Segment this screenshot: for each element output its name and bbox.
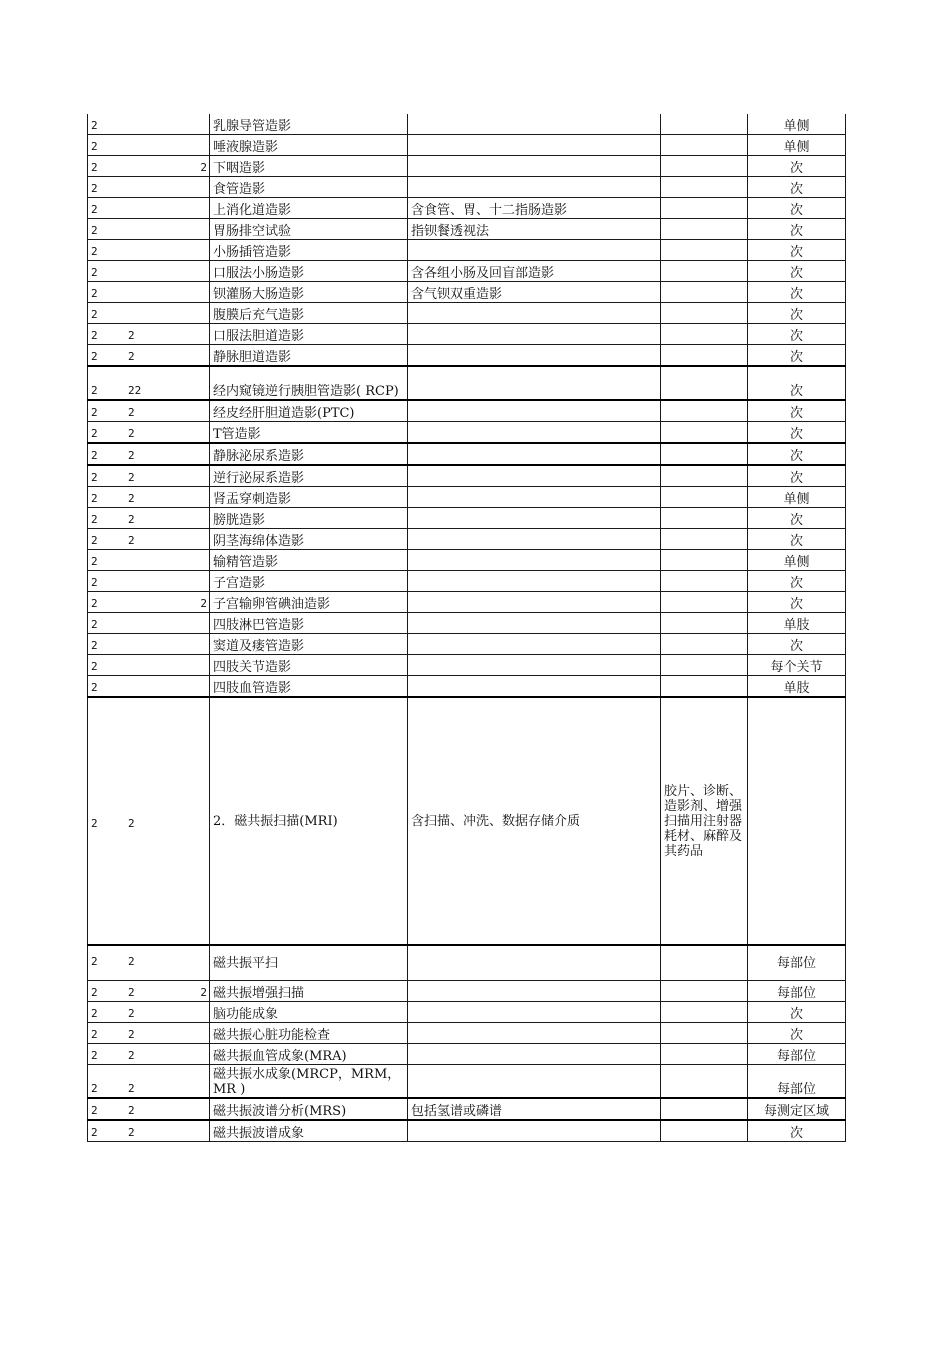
exclusions-cell — [661, 156, 748, 177]
code-level-1: 2 — [91, 308, 98, 321]
code-cell — [88, 1044, 210, 1065]
item-content-cell — [408, 156, 661, 177]
item-content-cell — [408, 303, 661, 324]
table-row — [88, 443, 846, 465]
unit-cell: 每部位 — [748, 1044, 846, 1065]
exclusions-cell — [661, 571, 748, 592]
item-name-cell: 上消化道造影 — [210, 198, 408, 219]
code-level-2: 2 — [128, 1082, 135, 1095]
code-level-1: 2 — [91, 1028, 98, 1041]
code-cell — [88, 571, 210, 592]
table-body — [88, 114, 846, 1142]
code-cell — [88, 508, 210, 529]
unit-cell: 次 — [748, 529, 846, 550]
code-level-2: 2 — [128, 817, 135, 830]
item-content-cell — [408, 592, 661, 613]
code-level-1: 2 — [91, 245, 98, 258]
unit-cell: 次 — [748, 571, 846, 592]
table-row — [88, 1044, 846, 1065]
code-level-3: 2 — [200, 161, 207, 174]
code-level-1: 2 — [91, 406, 98, 419]
item-name-cell: 乳腺导管造影 — [210, 114, 408, 135]
code-cell — [88, 1065, 210, 1099]
code-cell — [88, 613, 210, 634]
item-content-cell — [408, 135, 661, 156]
code-level-2: 2 — [128, 406, 135, 419]
item-content-cell — [408, 1023, 661, 1044]
item-content-cell: 包括氢谱或磷谱 — [408, 1098, 661, 1120]
item-content-cell — [408, 443, 661, 465]
code-level-1: 2 — [91, 329, 98, 342]
item-name-cell: T管造影 — [210, 422, 408, 444]
unit-cell: 次 — [748, 443, 846, 465]
code-level-2: 2 — [128, 427, 135, 440]
exclusions-cell — [661, 219, 748, 240]
code-level-1: 2 — [91, 1126, 98, 1139]
item-name-cell: 静脉泌尿系造影 — [210, 443, 408, 465]
item-content-cell: 指钡餐透视法 — [408, 219, 661, 240]
item-content-cell — [408, 676, 661, 698]
table-row — [88, 508, 846, 529]
item-content-cell: 含气钡双重造影 — [408, 282, 661, 303]
item-content-cell — [408, 240, 661, 261]
item-content-cell — [408, 945, 661, 981]
table-row — [88, 1098, 846, 1120]
table-row — [88, 1065, 846, 1099]
code-cell — [88, 676, 210, 698]
table-row — [88, 1002, 846, 1023]
code-cell — [88, 529, 210, 550]
code-cell — [88, 156, 210, 177]
item-name-cell: 输精管造影 — [210, 550, 408, 571]
code-cell — [88, 981, 210, 1002]
item-content-cell — [408, 550, 661, 571]
code-level-1: 2 — [91, 1049, 98, 1062]
table-row — [88, 303, 846, 324]
code-level-1: 2 — [91, 384, 98, 397]
unit-cell: 次 — [748, 1002, 846, 1023]
item-name-cell: 磁共振波谱成象 — [210, 1120, 408, 1142]
unit-cell: 次 — [748, 198, 846, 219]
table-row — [88, 613, 846, 634]
item-content-cell: 含各组小肠及回盲部造影 — [408, 261, 661, 282]
table-row — [88, 571, 846, 592]
table-row — [88, 655, 846, 676]
table-row — [88, 487, 846, 508]
item-content-cell — [408, 981, 661, 1002]
item-name-cell: 钡灌肠大肠造影 — [210, 282, 408, 303]
unit-cell: 次 — [748, 1120, 846, 1142]
table-row — [88, 676, 846, 698]
table-row — [88, 135, 846, 156]
code-level-3: 2 — [200, 597, 207, 610]
item-name-cell: 四肢淋巴管造影 — [210, 613, 408, 634]
code-level-1: 2 — [91, 224, 98, 237]
table-row — [88, 981, 846, 1002]
item-content-cell — [408, 634, 661, 655]
code-level-1: 2 — [91, 350, 98, 363]
code-level-2: 2 — [128, 534, 135, 547]
table-row — [88, 114, 846, 135]
table-row — [88, 240, 846, 261]
unit-cell: 每部位 — [748, 945, 846, 981]
code-level-2: 22 — [128, 384, 142, 397]
exclusions-cell — [661, 465, 748, 487]
code-cell — [88, 465, 210, 487]
exclusions-cell — [661, 240, 748, 261]
exclusions-cell — [661, 400, 748, 422]
item-content-cell — [408, 1002, 661, 1023]
unit-cell: 单侧 — [748, 114, 846, 135]
table-row — [88, 219, 846, 240]
code-cell — [88, 219, 210, 240]
table-row — [88, 177, 846, 198]
table-row — [88, 400, 846, 422]
item-name-cell: 唾液腺造影 — [210, 135, 408, 156]
unit-cell: 次 — [748, 1023, 846, 1044]
exclusions-cell — [661, 1065, 748, 1099]
table-row — [88, 1023, 846, 1044]
exclusions-cell — [661, 529, 748, 550]
unit-cell: 单肢 — [748, 613, 846, 634]
unit-cell: 每部位 — [748, 1065, 846, 1099]
exclusions-cell — [661, 324, 748, 345]
code-level-1: 2 — [91, 1007, 98, 1020]
code-level-1: 2 — [91, 119, 98, 132]
item-content-cell — [408, 177, 661, 198]
exclusions-cell — [661, 282, 748, 303]
exclusions-cell — [661, 676, 748, 698]
code-cell — [88, 366, 210, 400]
item-name-cell: 胃肠排空试验 — [210, 219, 408, 240]
table-row — [88, 261, 846, 282]
code-level-2: 2 — [128, 1007, 135, 1020]
code-level-1: 2 — [91, 576, 98, 589]
item-content-cell — [408, 613, 661, 634]
code-level-2: 2 — [128, 329, 135, 342]
exclusions-cell — [661, 261, 748, 282]
item-name-cell: 子宫输卵管碘油造影 — [210, 592, 408, 613]
item-name-cell: 磁共振波谱分析(MRS) — [210, 1098, 408, 1120]
code-cell — [88, 400, 210, 422]
code-level-1: 2 — [91, 618, 98, 631]
code-cell — [88, 240, 210, 261]
code-level-1: 2 — [91, 1104, 98, 1117]
code-cell — [88, 177, 210, 198]
exclusions-cell — [661, 135, 748, 156]
exclusions-cell — [661, 422, 748, 444]
exclusions-cell — [661, 1098, 748, 1120]
unit-cell: 次 — [748, 156, 846, 177]
item-name-cell: 磁共振增强扫描 — [210, 981, 408, 1002]
table-row — [88, 697, 846, 945]
table-row — [88, 345, 846, 367]
code-cell — [88, 345, 210, 367]
item-content-cell: 含食管、胃、十二指肠造影 — [408, 198, 661, 219]
table-row — [88, 422, 846, 444]
item-content-cell — [408, 1065, 661, 1099]
table-row — [88, 634, 846, 655]
item-content-cell — [408, 655, 661, 676]
code-cell — [88, 655, 210, 676]
code-level-1: 2 — [91, 427, 98, 440]
code-cell — [88, 634, 210, 655]
item-name-cell: 小肠插管造影 — [210, 240, 408, 261]
code-cell — [88, 550, 210, 571]
item-name-cell: 磁共振心脏功能检查 — [210, 1023, 408, 1044]
exclusions-cell — [661, 487, 748, 508]
exclusions-cell — [661, 1044, 748, 1065]
code-cell — [88, 261, 210, 282]
unit-cell: 每测定区域 — [748, 1098, 846, 1120]
item-content-cell — [408, 465, 661, 487]
exclusions-cell — [661, 592, 748, 613]
item-content-cell: 含扫描、冲洗、数据存储介质 — [408, 697, 661, 945]
item-content-cell — [408, 324, 661, 345]
exclusions-cell — [661, 550, 748, 571]
item-name-cell: 2．磁共振扫描(MRI) — [210, 697, 408, 945]
item-content-cell — [408, 366, 661, 400]
table-row — [88, 282, 846, 303]
code-cell — [88, 1098, 210, 1120]
code-cell — [88, 443, 210, 465]
code-level-1: 2 — [91, 492, 98, 505]
code-cell — [88, 303, 210, 324]
code-cell — [88, 198, 210, 219]
exclusions-cell — [661, 945, 748, 981]
exclusions-cell — [661, 981, 748, 1002]
exclusions-cell — [661, 1120, 748, 1142]
code-level-2: 2 — [128, 1049, 135, 1062]
unit-cell: 次 — [748, 261, 846, 282]
unit-cell: 单侧 — [748, 550, 846, 571]
exclusions-cell — [661, 613, 748, 634]
unit-cell — [748, 697, 846, 945]
code-level-2: 2 — [128, 1126, 135, 1139]
unit-cell: 次 — [748, 465, 846, 487]
code-level-2: 2 — [128, 449, 135, 462]
code-level-2: 2 — [128, 513, 135, 526]
unit-cell: 单侧 — [748, 487, 846, 508]
unit-cell: 次 — [748, 324, 846, 345]
unit-cell: 次 — [748, 282, 846, 303]
exclusions-cell — [661, 366, 748, 400]
code-level-1: 2 — [91, 681, 98, 694]
item-name-cell: 磁共振血管成象(MRA) — [210, 1044, 408, 1065]
item-name-cell: 下咽造影 — [210, 156, 408, 177]
item-content-cell — [408, 1120, 661, 1142]
code-level-1: 2 — [91, 986, 98, 999]
table-row — [88, 550, 846, 571]
code-level-2: 2 — [128, 350, 135, 363]
item-name-cell: 食管造影 — [210, 177, 408, 198]
exclusions-cell — [661, 634, 748, 655]
code-cell — [88, 945, 210, 981]
item-name-cell: 四肢血管造影 — [210, 676, 408, 698]
code-level-1: 2 — [91, 1082, 98, 1095]
item-name-cell: 腹膜后充气造影 — [210, 303, 408, 324]
table-row — [88, 366, 846, 400]
exclusions-cell — [661, 443, 748, 465]
fee-schedule-table — [87, 114, 846, 1142]
item-content-cell — [408, 508, 661, 529]
item-content-cell — [408, 571, 661, 592]
code-level-2: 2 — [128, 986, 135, 999]
unit-cell: 次 — [748, 345, 846, 367]
code-level-2: 2 — [128, 492, 135, 505]
code-cell — [88, 135, 210, 156]
code-level-2: 2 — [128, 955, 135, 968]
code-level-1: 2 — [91, 140, 98, 153]
item-name-cell: 口服法小肠造影 — [210, 261, 408, 282]
unit-cell: 次 — [748, 303, 846, 324]
exclusions-cell — [661, 1002, 748, 1023]
table-row — [88, 465, 846, 487]
code-cell — [88, 1002, 210, 1023]
unit-cell: 每部位 — [748, 981, 846, 1002]
unit-cell: 次 — [748, 219, 846, 240]
item-name-cell: 逆行泌尿系造影 — [210, 465, 408, 487]
code-cell — [88, 1120, 210, 1142]
item-content-cell — [408, 114, 661, 135]
item-name-cell: 子宫造影 — [210, 571, 408, 592]
code-level-1: 2 — [91, 817, 98, 830]
code-level-1: 2 — [91, 287, 98, 300]
item-content-cell — [408, 487, 661, 508]
table-row — [88, 592, 846, 613]
code-cell — [88, 592, 210, 613]
item-content-cell — [408, 529, 661, 550]
item-name-cell: 经内窥镜逆行胰胆管造影( RCP) — [210, 366, 408, 400]
code-level-1: 2 — [91, 266, 98, 279]
item-name-cell: 窦道及瘘管造影 — [210, 634, 408, 655]
table-row — [88, 324, 846, 345]
item-name-cell: 阴茎海绵体造影 — [210, 529, 408, 550]
unit-cell: 次 — [748, 240, 846, 261]
exclusions-cell — [661, 655, 748, 676]
code-level-2: 2 — [128, 1104, 135, 1117]
table-row — [88, 945, 846, 981]
code-level-3: 2 — [200, 986, 207, 999]
code-cell — [88, 1023, 210, 1044]
code-level-1: 2 — [91, 513, 98, 526]
code-cell — [88, 487, 210, 508]
item-name-cell: 静脉胆道造影 — [210, 345, 408, 367]
unit-cell: 次 — [748, 366, 846, 400]
item-content-cell — [408, 345, 661, 367]
code-level-1: 2 — [91, 449, 98, 462]
unit-cell: 次 — [748, 422, 846, 444]
exclusions-cell — [661, 1023, 748, 1044]
item-content-cell — [408, 400, 661, 422]
unit-cell: 每个关节 — [748, 655, 846, 676]
code-level-1: 2 — [91, 203, 98, 216]
code-level-1: 2 — [91, 955, 98, 968]
item-name-cell: 膀胱造影 — [210, 508, 408, 529]
unit-cell: 次 — [748, 508, 846, 529]
unit-cell: 单侧 — [748, 135, 846, 156]
code-level-1: 2 — [91, 639, 98, 652]
item-name-cell: 磁共振平扫 — [210, 945, 408, 981]
code-level-2: 2 — [128, 1028, 135, 1041]
exclusions-cell — [661, 345, 748, 367]
code-level-1: 2 — [91, 161, 98, 174]
code-level-1: 2 — [91, 555, 98, 568]
unit-cell: 次 — [748, 634, 846, 655]
unit-cell: 次 — [748, 592, 846, 613]
code-level-2: 2 — [128, 471, 135, 484]
exclusions-cell — [661, 508, 748, 529]
table-row — [88, 156, 846, 177]
exclusions-cell — [661, 177, 748, 198]
code-level-1: 2 — [91, 660, 98, 673]
item-name-cell: 磁共振水成象(MRCP，MRM，MR ) — [210, 1065, 408, 1099]
code-cell — [88, 114, 210, 135]
item-content-cell — [408, 1044, 661, 1065]
item-name-cell: 四肢关节造影 — [210, 655, 408, 676]
code-level-1: 2 — [91, 534, 98, 547]
code-cell — [88, 422, 210, 444]
code-level-1: 2 — [91, 182, 98, 195]
table-row — [88, 1120, 846, 1142]
code-cell — [88, 697, 210, 945]
item-name-cell: 肾盂穿刺造影 — [210, 487, 408, 508]
unit-cell: 次 — [748, 177, 846, 198]
code-cell — [88, 324, 210, 345]
code-level-1: 2 — [91, 471, 98, 484]
exclusions-cell — [661, 303, 748, 324]
item-name-cell: 经皮经肝胆道造影(PTC) — [210, 400, 408, 422]
exclusions-cell — [661, 198, 748, 219]
item-name-cell: 脑功能成象 — [210, 1002, 408, 1023]
unit-cell: 次 — [748, 400, 846, 422]
exclusions-cell — [661, 114, 748, 135]
unit-cell: 单肢 — [748, 676, 846, 698]
table-row — [88, 529, 846, 550]
exclusions-cell: 胶片、诊断、造影剂、增强扫描用注射器耗材、麻醉及其药品 — [661, 697, 748, 945]
code-cell — [88, 282, 210, 303]
item-content-cell — [408, 422, 661, 444]
code-level-1: 2 — [91, 597, 98, 610]
table-row — [88, 198, 846, 219]
item-name-cell: 口服法胆道造影 — [210, 324, 408, 345]
